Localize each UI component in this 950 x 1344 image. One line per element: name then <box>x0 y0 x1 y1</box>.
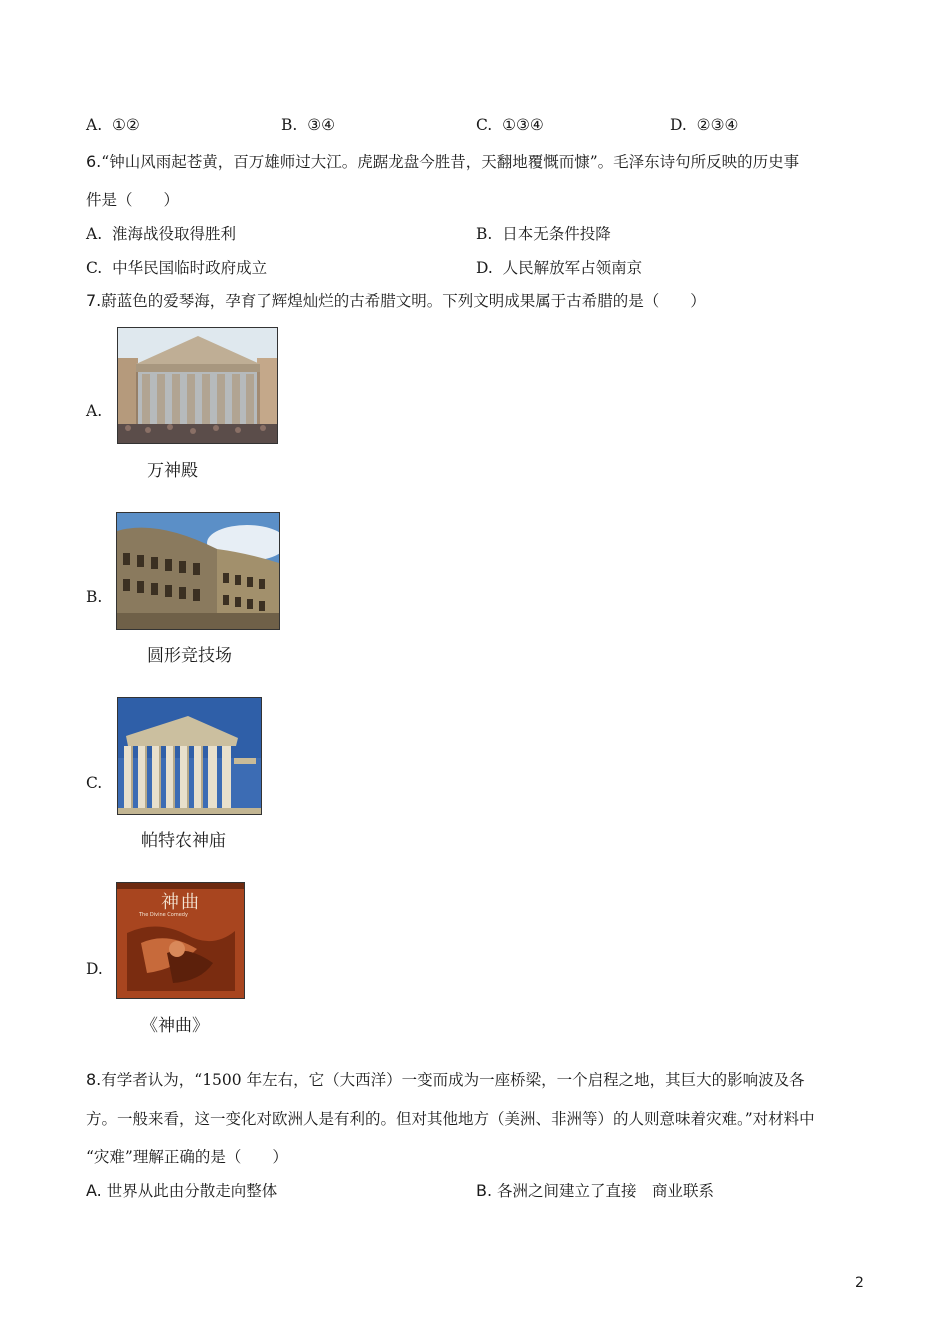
option-text: 人民解放军占领南京 <box>502 259 643 277</box>
q8-stem-text: 有学者认为，“1500 年左右，它（大西洋）一变而成为一座桥梁，一个启程之地，其巨大的影响波及各 <box>101 1071 805 1089</box>
q7-option-b-label: B. <box>86 588 103 606</box>
q8-option-a <box>86 1179 277 1201</box>
book-subtitle: The Divine Comedy <box>139 912 188 918</box>
divine-comedy-cover-image <box>116 882 245 999</box>
option-text: 日本无条件投降 <box>502 225 611 243</box>
q7-stem-text: 蔚蓝色的爱琴海，孕育了辉煌灿烂的古希腊文明。下列文明成果属于古希腊的是（ ） <box>101 292 706 310</box>
q7-option-b-caption: 圆形竞技场 <box>147 646 232 666</box>
q8-option-b <box>476 1179 714 1201</box>
option-label: D. <box>476 259 493 277</box>
q6-stem-text: “钟山风雨起苍黄，百万雄师过大江。虎踞龙盘今胜昔，天翻地覆慨而慷”。毛泽东诗句所反映的历史事 <box>101 153 800 171</box>
q6-stem-line1 <box>86 150 799 172</box>
option-label: B. <box>476 225 493 243</box>
q5-option-d <box>670 116 738 134</box>
q7-option-d-label: D. <box>86 960 103 978</box>
pantheon-image <box>117 327 278 444</box>
q7-option-d-caption: 《神曲》 <box>141 1016 209 1036</box>
option-label: D. <box>670 116 687 134</box>
option-text: 淮海战役取得胜利 <box>111 225 236 243</box>
option-text: ②③④ <box>696 116 739 134</box>
q6-option-b <box>476 222 611 244</box>
option-label: A. <box>86 225 103 243</box>
option-text: 世界从此由分散走向整体 <box>106 1182 278 1200</box>
option-text: ③④ <box>307 116 335 134</box>
option-text: ①③④ <box>502 116 544 134</box>
q7-option-a-caption: 万神殿 <box>147 461 198 481</box>
q6-option-a <box>86 222 236 244</box>
q6-option-c <box>86 256 267 278</box>
page-number: 2 <box>855 1275 864 1291</box>
option-label: B. <box>281 116 298 134</box>
option-label: C. <box>476 116 493 134</box>
q7-number: 7. <box>86 291 102 310</box>
parthenon-image <box>117 697 262 815</box>
q7-option-c-label: C. <box>86 774 103 792</box>
book-title: 神曲 <box>161 892 201 913</box>
q5-option-a <box>86 116 140 134</box>
q8-number: 8. <box>86 1070 102 1089</box>
q6-option-d <box>476 256 642 278</box>
q7-option-a-label: A. <box>86 402 103 420</box>
q8-stem-line3: “灾难”理解正确的是（ ） <box>86 1148 288 1166</box>
q6-stem-line2: 件是（ ） <box>86 191 180 209</box>
q8-stem-line1 <box>86 1068 805 1090</box>
option-label: C. <box>86 259 103 277</box>
option-label: A. <box>86 116 103 134</box>
colosseum-image <box>116 512 280 630</box>
q8-stem-line2: 方。一般来看，这一变化对欧洲人是有利的。但对其他地方（美洲、非洲等）的人则意味着灾难。”对材料中 <box>86 1110 815 1128</box>
option-text: ①② <box>111 116 140 134</box>
q7-stem <box>86 289 706 311</box>
option-text: 各洲之间建立了直接 商业联系 <box>497 1182 715 1200</box>
option-label: A. <box>86 1181 102 1200</box>
option-label: B. <box>476 1181 493 1200</box>
option-text: 中华民国临时政府成立 <box>112 259 268 277</box>
q5-option-c <box>476 116 544 134</box>
q6-number: 6. <box>86 152 102 171</box>
q5-option-b <box>281 116 335 134</box>
q7-option-c-caption: 帕特农神庙 <box>141 831 226 851</box>
